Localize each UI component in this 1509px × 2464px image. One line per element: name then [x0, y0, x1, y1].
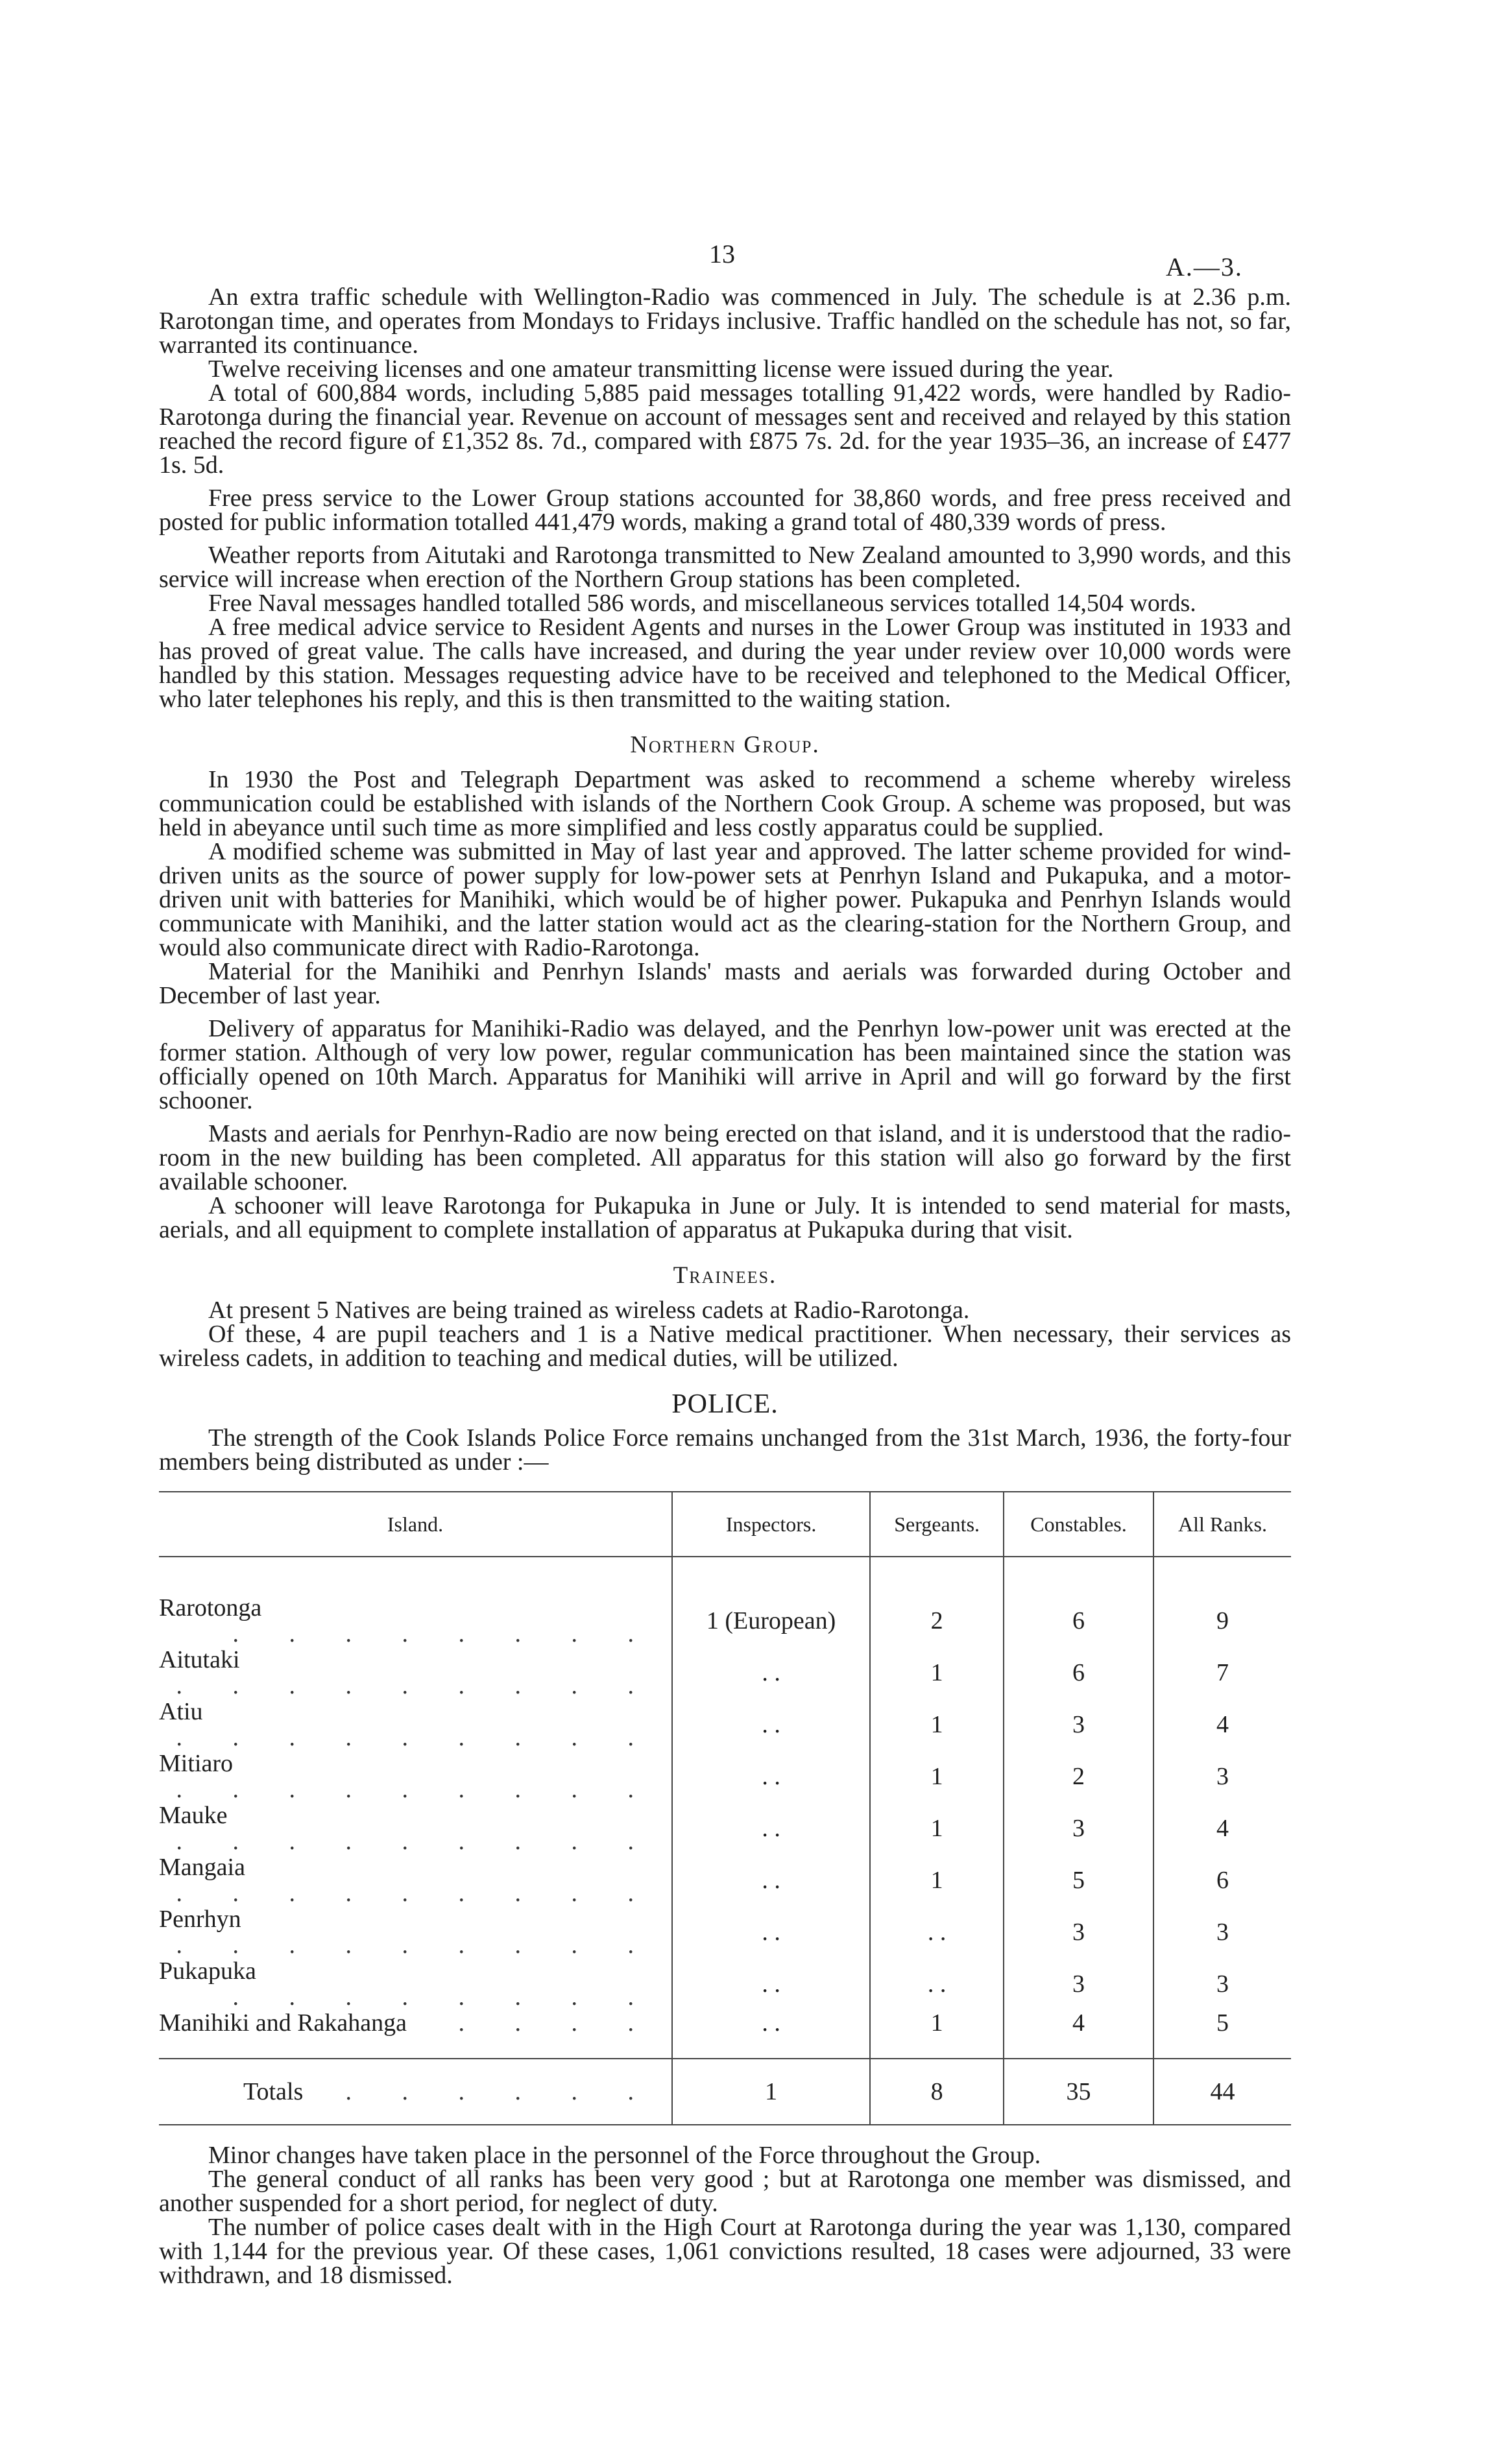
sergeants-cell: 1: [870, 1647, 1004, 1699]
page-reference: A.—3.: [1166, 252, 1243, 281]
northern-group-paragraph: Delivery of apparatus for Manihiki-Radio was delayed, and the Penrhyn low-power unit was erected at the former station. Although of very low power, regular communication has been maintained since the station was officially opened on 10th March. Apparatus for Manihiki will arrive in April and will go forward by the first schooner.: [159, 1015, 1291, 1114]
constables-cell: 2: [1004, 1751, 1153, 1802]
inspectors-cell: . .: [672, 1647, 870, 1699]
police-intro: The strength of the Cook Islands Police Force remains unchanged from the 31st March, 1936, the forty-four members being distributed as under :—: [159, 1424, 1291, 1476]
island-cell: Mangaia . . . . . . . . .: [159, 1854, 656, 1907]
island-cell: Atiu . . . . . . . . .: [159, 1698, 656, 1751]
constables-cell: 3: [1004, 1699, 1153, 1751]
sergeants-cell: 1: [870, 1854, 1004, 1906]
trainees-heading: Trainees.: [673, 1262, 777, 1289]
police-paragraph: Minor changes have taken place in the personnel of the Force throughout the Group.: [208, 2142, 1041, 2169]
sergeants-cell: 2: [870, 1595, 1004, 1647]
northern-group-paragraph: A schooner will leave Rarotonga for Pukapuka in June or July. It is intended to send material for masts, aerials, and all equipment to complete installation of apparatus at Pukapuka during that visit.: [159, 1192, 1291, 1243]
all-ranks-cell: 4: [1153, 1699, 1291, 1751]
radio-paragraph: Free Naval messages handled totalled 586 words, and miscellaneous services totalled 14,504 words.: [208, 590, 1196, 617]
police-paragraph: The number of police cases dealt with in the High Court at Rarotonga during the year was 1,130, compared with 1,144 for the previous year. Of these cases, 1,061 convictions resulted, 18 cases were adjourned, 33 were withdrawn, and 18 dismissed.: [159, 2214, 1291, 2289]
radio-section: [159, 285, 1291, 2288]
table-row: [159, 1802, 1291, 1854]
inspectors-cell: . .: [672, 2010, 870, 2036]
table-row: [159, 1906, 1291, 1958]
island-cell: Pukapuka . . . . . . . .: [159, 1957, 656, 2011]
constables-cell: 6: [1004, 1647, 1153, 1699]
police-closing-section: [159, 2144, 1291, 2288]
sergeants-cell: . .: [870, 1958, 1004, 2010]
northern-group-paragraph: In 1930 the Post and Telegraph Department was asked to recommend a scheme whereby wireless communication could be established with islands of the Northern Cook Group. A scheme was proposed, but was held in abeyance until such time as more simplified and less costly apparatus could be supplied.: [159, 766, 1291, 841]
inspectors-cell: . .: [672, 1958, 870, 2010]
column-header-all-ranks: All Ranks.: [1153, 1492, 1291, 1557]
totals-constables-cell: 35: [1004, 2059, 1153, 2125]
island-cell: Mitiaro . . . . . . . . .: [159, 1750, 656, 1803]
all-ranks-cell: 3: [1153, 1751, 1291, 1802]
column-header-inspectors: Inspectors.: [672, 1492, 870, 1557]
constables-cell: 3: [1004, 1802, 1153, 1854]
trainees-paragraph: At present 5 Natives are being trained as wireless cadets at Radio-Rarotonga.: [208, 1297, 970, 1324]
table-row: [159, 1751, 1291, 1802]
police-distribution-table: [159, 1491, 1291, 2125]
inspectors-cell: . .: [672, 1802, 870, 1854]
all-ranks-cell: 4: [1153, 1802, 1291, 1854]
totals-all-ranks-cell: 44: [1153, 2059, 1291, 2125]
table-row: [159, 1647, 1291, 1699]
police-paragraph: The general conduct of all ranks has been very good ; but at Rarotonga one member was dismissed, and another suspended for a short period, for neglect of duty.: [159, 2166, 1291, 2217]
table-row: [159, 1854, 1291, 1906]
all-ranks-cell: 6: [1153, 1854, 1291, 1906]
constables-cell: 3: [1004, 1958, 1153, 2010]
northern-group-paragraph: A modified scheme was submitted in May of last year and approved. The latter scheme provided for wind-driven units as the source of power supply for low-power sets at Penrhyn Island and Pukapuka, and a motor-driven unit with batteries for Manihiki, which would be of higher power. Pukapuka and Penrhyn Islands would communicate with Manihiki, and the latter station would act as the clearing-station for the Northern Group, and would also communicate direct with Radio-Rarotonga.: [159, 838, 1291, 961]
inspectors-cell: . .: [672, 1906, 870, 1958]
totals-sergeants-cell: 8: [870, 2059, 1004, 2125]
radio-paragraph: Twelve receiving licenses and one amateur transmitting license were issued during the year.: [208, 355, 1114, 383]
all-ranks-cell: 7: [1153, 1647, 1291, 1699]
inspectors-cell: . .: [672, 1751, 870, 1802]
all-ranks-cell: 9: [1153, 1595, 1291, 1647]
table-spacer: [159, 1557, 1291, 1595]
island-cell: Mauke . . . . . . . . .: [159, 1802, 656, 1855]
sergeants-cell: 1: [870, 1699, 1004, 1751]
table-header-row: [159, 1492, 1291, 1557]
radio-paragraph: A total of 600,884 words, including 5,885 paid messages totalling 91,422 words, were handled by Radio-Rarotonga during the financial year. Revenue on account of messages sent and received and relayed by this station reached the record figure of £1,352 8s. 7d., compared with £875 7s. 2d. for the year 1935–36, an increase of £477 1s. 5d.: [159, 379, 1291, 479]
radio-paragraph: An extra traffic schedule with Wellington-Radio was commenced in July. The schedule is at 2.36 p.m. Rarotongan time, and operates from Mondays to Fridays inclusive. Traffic handled on the schedule has not, so far, warranted its continuance.: [159, 283, 1291, 359]
all-ranks-cell: 5: [1153, 2010, 1291, 2036]
totals-label-cell: Totals . . . . . .: [159, 2059, 672, 2125]
trainees-paragraph: Of these, 4 are pupil teachers and 1 is a Native medical practitioner. When necessary, their services as wireless cadets, in addition to teaching and medical duties, will be utilized.: [159, 1321, 1291, 1372]
northern-group-heading: Northern Group.: [630, 732, 820, 758]
northern-group-paragraph: Masts and aerials for Penrhyn-Radio are now being erected on that island, and it is understood that the radio-room in the new building has been completed. All apparatus for this station will also go forward by the first available schooner.: [159, 1120, 1291, 1195]
all-ranks-cell: 3: [1153, 1958, 1291, 2010]
radio-paragraph: A free medical advice service to Resident Agents and nurses in the Lower Group was instituted in 1933 and has proved of great value. The calls have increased, and during the year under review over 10,000 words were handled by this station. Messages requesting advice have to be received and telephoned to the Medical Officer, who later telephones his reply, and this is then transmitted to the waiting station.: [159, 614, 1291, 713]
constables-cell: 5: [1004, 1854, 1153, 1906]
constables-cell: 6: [1004, 1595, 1153, 1647]
radio-paragraph: Weather reports from Aitutaki and Rarotonga transmitted to New Zealand amounted to 3,990 words, and this service will increase when erection of the Northern Group stations has been completed.: [159, 542, 1291, 593]
table-row: [159, 1958, 1291, 2010]
constables-cell: 4: [1004, 2010, 1153, 2036]
table-row: [159, 2010, 1291, 2036]
police-heading: POLICE.: [671, 1389, 779, 1419]
island-cell: Penrhyn . . . . . . . . .: [159, 1906, 656, 1959]
island-cell: Aitutaki . . . . . . . . .: [159, 1646, 656, 1699]
inspectors-cell: . .: [672, 1854, 870, 1906]
island-cell: Manihiki and Rakahanga . . . .: [159, 2009, 656, 2037]
inspectors-cell: 1 (European): [672, 1595, 870, 1647]
inspectors-cell: . .: [672, 1699, 870, 1751]
table-spacer: [159, 2036, 1291, 2059]
totals-row: [159, 2059, 1291, 2125]
sergeants-cell: 1: [870, 2010, 1004, 2036]
totals-inspectors-cell: 1: [672, 2059, 870, 2125]
page-number: 13: [709, 239, 735, 269]
sergeants-cell: 1: [870, 1802, 1004, 1854]
column-header-constables: Constables.: [1004, 1492, 1153, 1557]
island-cell: Rarotonga . . . . . . . .: [159, 1594, 656, 1647]
all-ranks-cell: 3: [1153, 1906, 1291, 1958]
table-row: [159, 1699, 1291, 1751]
sergeants-cell: 1: [870, 1751, 1004, 1802]
column-header-island: Island.: [159, 1492, 672, 1557]
column-header-sergeants: Sergeants.: [870, 1492, 1004, 1557]
constables-cell: 3: [1004, 1906, 1153, 1958]
radio-paragraph: Free press service to the Lower Group stations accounted for 38,860 words, and free press received and posted for public information totalled 441,479 words, making a grand total of 480,339 words of press.: [159, 484, 1291, 536]
northern-group-paragraph: Material for the Manihiki and Penrhyn Islands' masts and aerials was forwarded during October and December of last year.: [159, 958, 1291, 1009]
sergeants-cell: . .: [870, 1906, 1004, 1958]
table-row: [159, 1595, 1291, 1647]
